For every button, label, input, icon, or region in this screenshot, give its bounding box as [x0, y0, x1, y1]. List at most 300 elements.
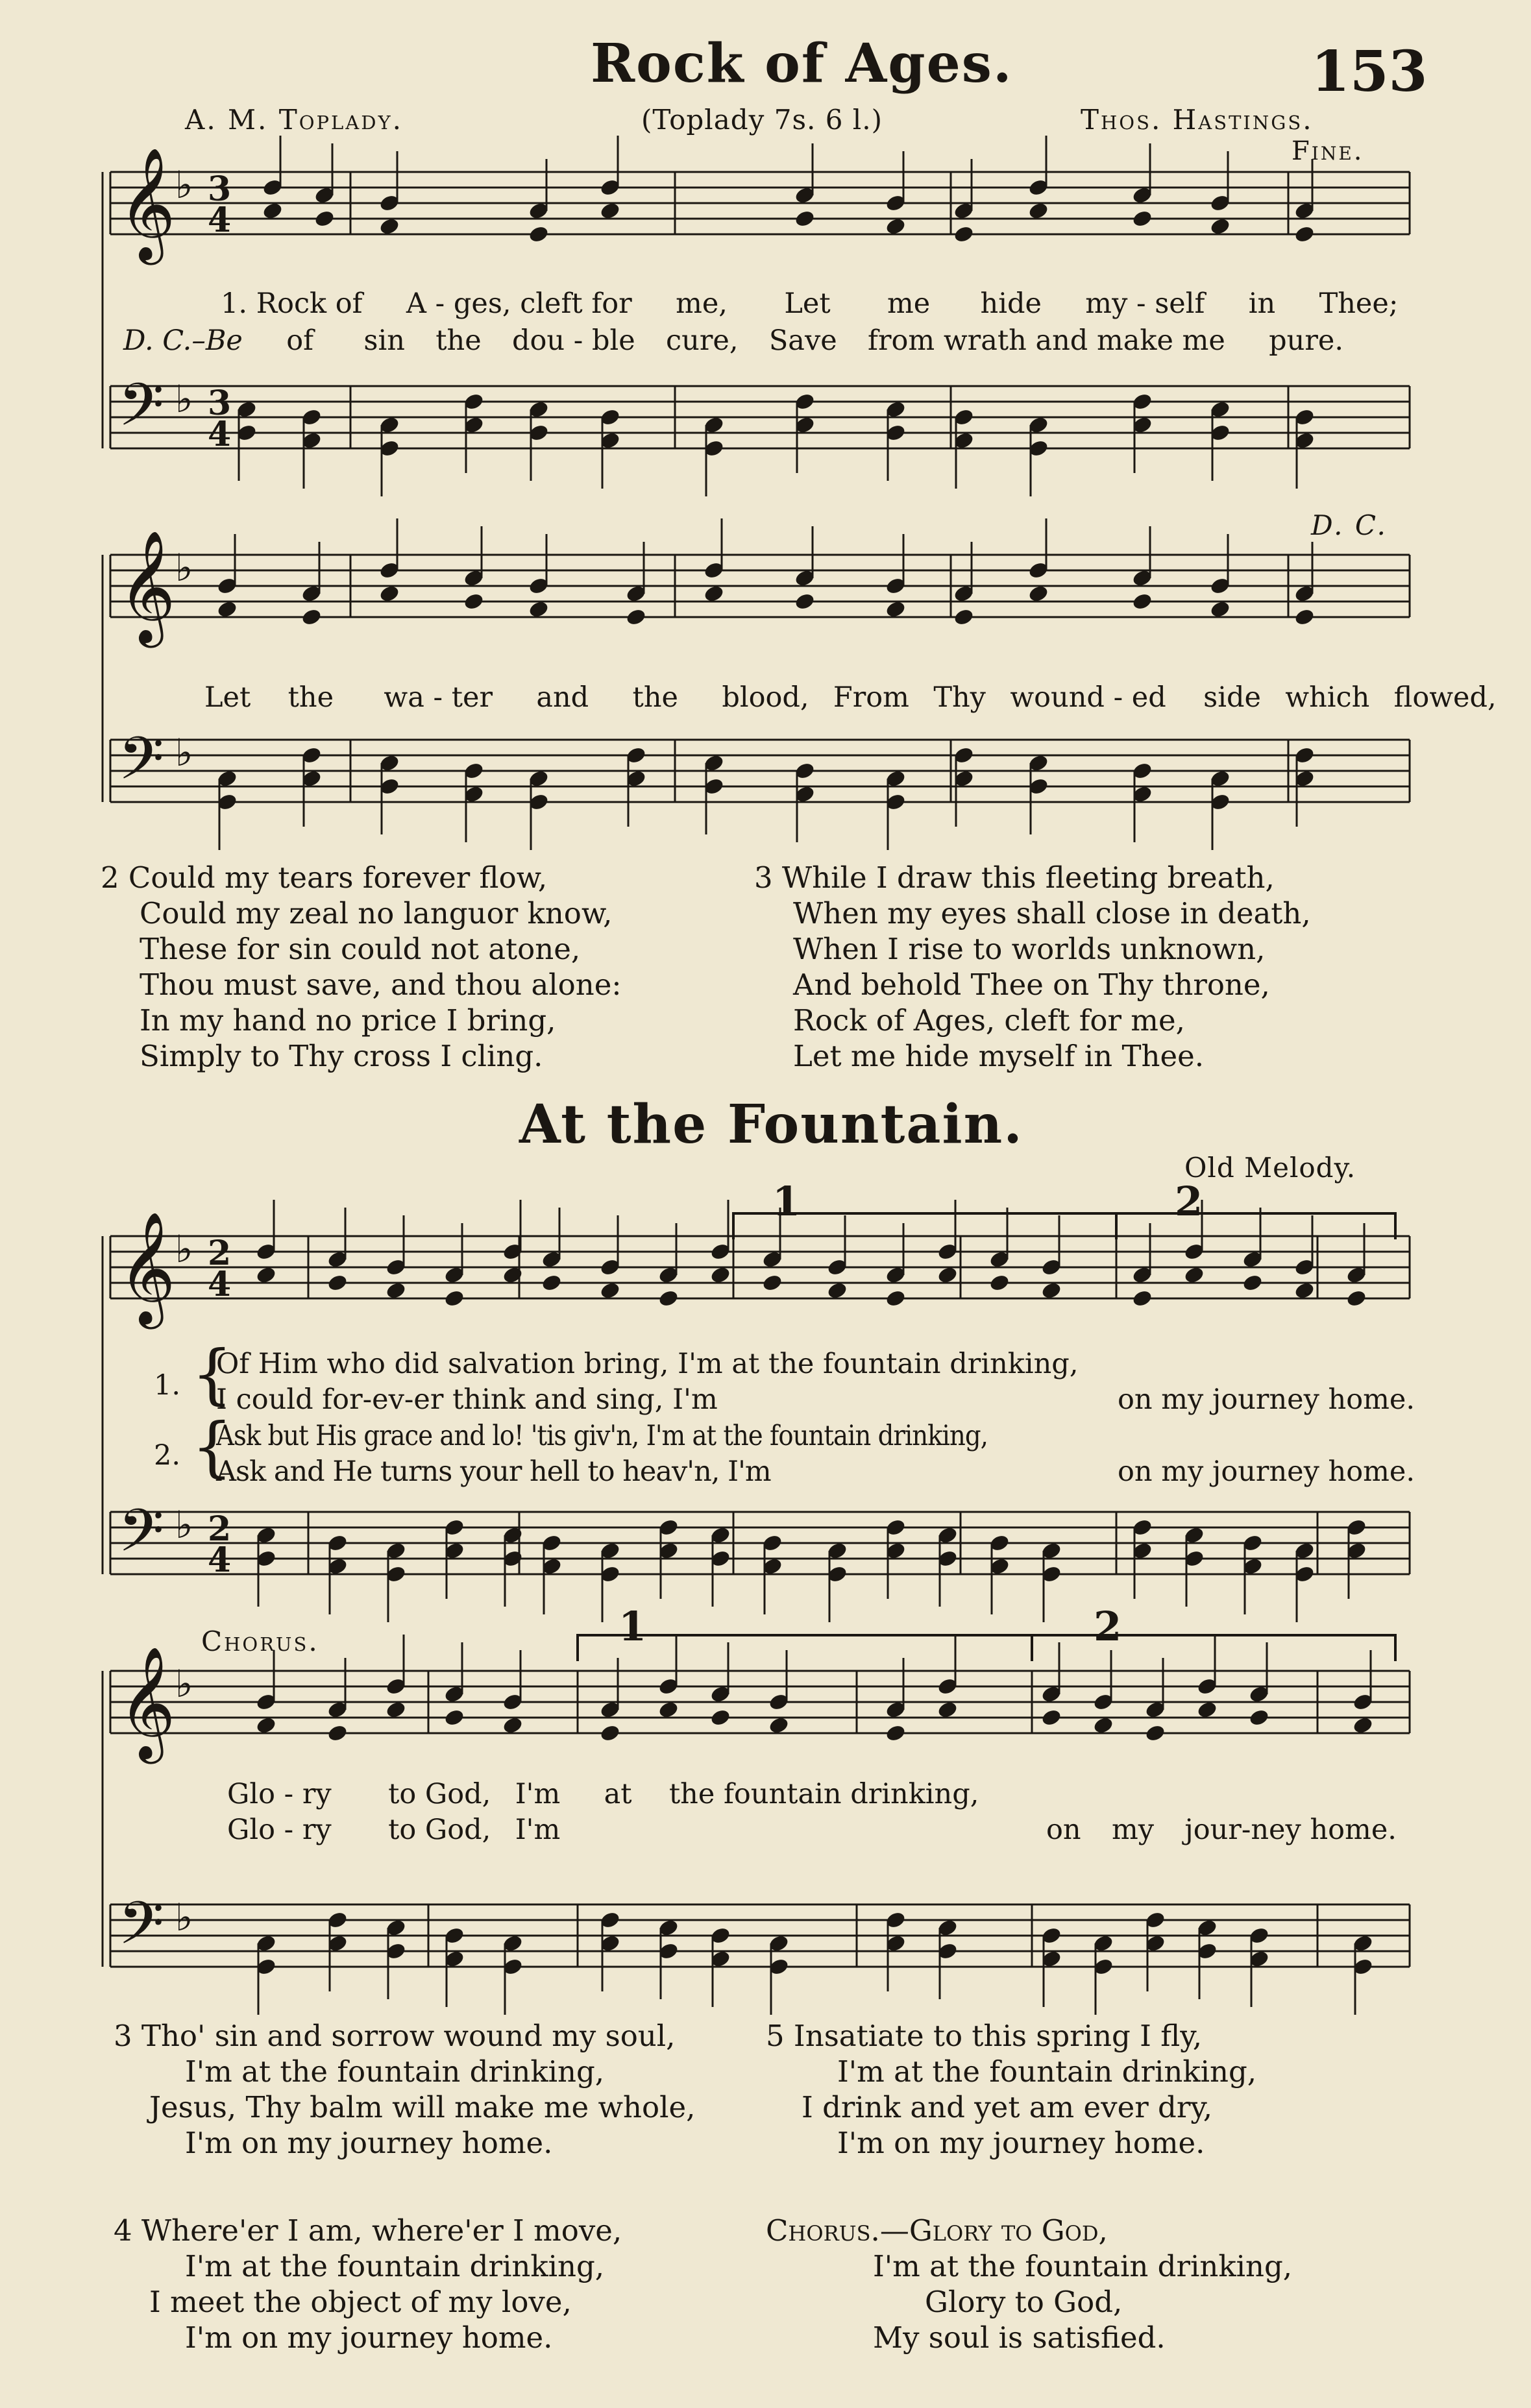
note-head [885, 1541, 907, 1561]
note-head [761, 1250, 783, 1269]
note-head [1144, 1934, 1166, 1953]
note-head [794, 761, 816, 781]
note-head [443, 1265, 465, 1285]
note-head [1293, 225, 1316, 244]
note-head [528, 576, 550, 596]
note-head [625, 607, 647, 627]
note-head [1196, 1677, 1218, 1696]
verse-line: I'm on my journey home. [185, 2126, 553, 2160]
note-head [953, 201, 975, 221]
volta-bracket [1032, 1635, 1395, 1661]
note-head [1209, 769, 1231, 788]
note-head [502, 1242, 524, 1261]
hymn1-meter: (Toplady 7s. 6 l.) [641, 104, 883, 136]
verse-line: Thou must save, and thou alone: [140, 967, 622, 1002]
lyric: me, [676, 287, 728, 320]
note-head [1183, 1549, 1205, 1568]
note-head [313, 186, 336, 205]
note-head [709, 1926, 731, 1945]
note-head [761, 1557, 783, 1576]
note-head [703, 439, 725, 458]
verse-line: These for sin could not atone, [140, 932, 581, 966]
note-head [378, 439, 400, 458]
note-head [826, 1258, 848, 1277]
note-head [599, 201, 621, 221]
note-head [502, 1265, 524, 1285]
note-head [1345, 1265, 1367, 1285]
note-head [937, 1941, 959, 1961]
lyric: which [1285, 681, 1370, 714]
verse-line: I'm on my journey home. [837, 2126, 1205, 2160]
note-head [313, 209, 336, 228]
note-head [1027, 201, 1049, 221]
flat-icon: ♭ [175, 1662, 193, 1706]
note-head [378, 753, 400, 773]
hymn1-author: A. M. Toplady. [185, 104, 403, 136]
note-head [255, 1716, 277, 1735]
note-head [885, 576, 907, 596]
note-head [709, 1242, 731, 1261]
note-head [599, 1281, 621, 1300]
lyric: Let [784, 287, 831, 320]
note-head [599, 1541, 621, 1561]
hymn2-verse4 [114, 2213, 622, 2355]
verse-line: I'm at the fountain drinking, [185, 2249, 605, 2283]
note-head [657, 1541, 680, 1561]
note-head [657, 1289, 680, 1308]
hymn1-line2 [204, 681, 1497, 714]
note-head [953, 607, 975, 627]
note-head [1131, 592, 1153, 611]
lyric: blood, [722, 681, 809, 714]
note-head [885, 217, 907, 236]
note-head [300, 431, 323, 450]
note-head [709, 1549, 731, 1568]
ending-1-label: 1 [772, 1178, 801, 1225]
verse-line: When my eyes shall close in death, [793, 896, 1311, 930]
note-head [1131, 392, 1153, 411]
verse-line: My soul is satisfied. [873, 2320, 1166, 2355]
note-head [1183, 1526, 1205, 1545]
note-head [1345, 1541, 1367, 1561]
chorus-line-b-end [1046, 1814, 1397, 1846]
note-head [794, 415, 816, 435]
lyric: Glo - ry [227, 1778, 332, 1810]
note-head [1144, 1910, 1166, 1930]
note-head [255, 1957, 277, 1976]
lyric: of [286, 324, 314, 357]
note-head [937, 1918, 959, 1938]
note-head [378, 561, 400, 580]
hymn2-verse5 [766, 2018, 1256, 2161]
note-head [1183, 1242, 1205, 1261]
hymn2-verse3 [114, 2018, 695, 2161]
note-head [300, 407, 323, 427]
note-head [216, 600, 238, 619]
note-head [1144, 1700, 1166, 1720]
note-head [378, 777, 400, 796]
note-head [528, 769, 550, 788]
note-head [794, 186, 816, 205]
lyric: dou - ble [512, 324, 635, 357]
note-head [1352, 1934, 1374, 1953]
note-head [1131, 1541, 1153, 1561]
lyric: D. C.–Be [123, 324, 243, 357]
note-head [768, 1692, 790, 1712]
note-head [1027, 415, 1049, 435]
note-head [326, 1700, 349, 1720]
page-number: 153 [1311, 39, 1428, 104]
note-head [703, 415, 725, 435]
note-head [709, 1526, 731, 1545]
note-head [385, 1258, 407, 1277]
note-head [988, 1533, 1010, 1553]
lyric: hide [980, 287, 1042, 320]
note-head [1040, 1564, 1062, 1584]
note-head [255, 1265, 277, 1285]
note-head [1345, 1289, 1367, 1308]
note-head [1209, 400, 1231, 419]
volta-bracket [1116, 1213, 1395, 1239]
verse-line: Let me hide myself in Thee. [793, 1039, 1205, 1073]
lyric: Glo - ry [227, 1814, 332, 1846]
note-head [709, 1265, 731, 1285]
note-head [1293, 584, 1316, 603]
note-head [599, 431, 621, 450]
verse-line: Chorus.—Glory to God, [766, 2213, 1108, 2248]
note-head [657, 1518, 680, 1537]
treble-clef-icon: 𝄞 [118, 147, 176, 260]
lyric: side [1203, 681, 1261, 714]
lyric: A - ges, cleft for [406, 287, 632, 320]
note-head [443, 1926, 465, 1945]
chorus-line-a [227, 1778, 979, 1810]
flat-icon: ♭ [175, 163, 193, 207]
hymn2-v1-b: I could for-ev-er think and sing, I'm [216, 1383, 718, 1416]
note-head [1027, 561, 1049, 580]
verse-line: 3 While I draw this fleeting breath, [754, 860, 1275, 895]
lyric: cure, [666, 324, 739, 357]
hymn2-brace-2: { [191, 1409, 233, 1485]
note-head [1242, 1273, 1264, 1293]
note-head [768, 1957, 790, 1976]
note-head [1196, 1941, 1218, 1961]
bass-clef-icon: 𝄢 [118, 1496, 164, 1579]
verse-line: 4 Where'er I am, where'er I move, [114, 2213, 622, 2248]
note-head [463, 415, 485, 435]
verse-line: When I rise to worlds unknown, [793, 932, 1266, 966]
note-head [1040, 1541, 1062, 1561]
note-head [1248, 1926, 1270, 1945]
verse-line: And behold Thee on Thy throne, [793, 967, 1270, 1002]
lyric: flowed, [1393, 681, 1497, 714]
note-head [703, 561, 725, 580]
note-head [1027, 178, 1049, 197]
note-head [326, 1533, 349, 1553]
flat-icon: ♭ [175, 546, 193, 590]
note-head [1293, 769, 1316, 788]
note-head [378, 193, 400, 213]
note-head [937, 1526, 959, 1545]
note-head [885, 1700, 907, 1720]
note-head [953, 407, 975, 427]
note-head [1092, 1716, 1114, 1735]
lyric: the [288, 681, 334, 714]
note-head [794, 592, 816, 611]
bass-clef-icon: 𝄢 [118, 724, 164, 807]
verse-line: Could my zeal no languor know, [140, 896, 613, 930]
note-head [1027, 439, 1049, 458]
note-head [528, 600, 550, 619]
note-head [599, 407, 621, 427]
note-head [794, 392, 816, 411]
verse-line: I'm at the fountain drinking, [873, 2249, 1293, 2283]
note-head [885, 400, 907, 419]
flat-icon: ♭ [175, 1895, 193, 1940]
note-head [599, 178, 621, 197]
note-head [216, 792, 238, 812]
note-head [262, 201, 284, 221]
note-head [528, 400, 550, 419]
note-head [1040, 1684, 1062, 1704]
note-head [937, 1242, 959, 1261]
note-head [528, 792, 550, 812]
note-head [768, 1716, 790, 1735]
lyric: Thee; [1319, 287, 1399, 320]
note-head [1092, 1957, 1114, 1976]
hymn2-chorus-text [766, 2213, 1292, 2355]
hymn-title-rock-of-ages: Rock of Ages. [591, 32, 1013, 95]
note-head [768, 1934, 790, 1953]
note-head [385, 1281, 407, 1300]
verse-line: Simply to Thy cross I cling. [140, 1039, 543, 1073]
note-head [502, 1549, 524, 1568]
note-head [1040, 1926, 1062, 1945]
lyric: me [887, 287, 931, 320]
note-head [1248, 1684, 1270, 1704]
hymn1-composer: Thos. Hastings. [1081, 104, 1314, 136]
note-head [255, 1526, 277, 1545]
note-head [657, 1265, 680, 1285]
lyric: I'm [515, 1778, 561, 1810]
lyric: From [833, 681, 909, 714]
note-head [1183, 1265, 1205, 1285]
note-head [1293, 407, 1316, 427]
treble-clef-icon: 𝄞 [118, 530, 176, 643]
note-head [794, 568, 816, 588]
note-head [443, 1518, 465, 1537]
note-head [326, 1557, 349, 1576]
note-head [1242, 1533, 1264, 1553]
note-head [1248, 1949, 1270, 1969]
time-signature-bottom: 4 [208, 415, 232, 454]
note-head [1040, 1258, 1062, 1277]
hymn1-verse3 [754, 860, 1311, 1074]
note-head [1131, 1289, 1153, 1308]
flat-icon: ♭ [175, 377, 193, 421]
note-head [709, 1684, 731, 1704]
lyric: from wrath and make me [868, 324, 1225, 357]
note-head [953, 746, 975, 765]
note-head [300, 607, 323, 627]
time-signature-top: 3 [208, 169, 232, 209]
note-head [300, 769, 323, 788]
note-head [1040, 1949, 1062, 1969]
note-head [709, 1949, 731, 1969]
note-head [385, 1677, 407, 1696]
lyric: in [1248, 287, 1276, 320]
note-head [378, 415, 400, 435]
note-head [885, 1265, 907, 1285]
note-head [255, 1692, 277, 1712]
note-head [1092, 1934, 1114, 1953]
note-head [1131, 1518, 1153, 1537]
note-head [885, 1518, 907, 1537]
note-head [953, 431, 975, 450]
note-head [1209, 193, 1231, 213]
verse-line: I'm on my journey home. [185, 2320, 553, 2355]
note-head [703, 584, 725, 603]
note-head [1293, 1258, 1316, 1277]
note-head [937, 1549, 959, 1568]
note-head [326, 1910, 349, 1930]
note-head [1144, 1723, 1166, 1743]
time-signature-top: 2 [208, 1234, 232, 1273]
note-head [326, 1273, 349, 1293]
note-head [599, 1910, 621, 1930]
note-head [1196, 1918, 1218, 1938]
note-head [657, 1941, 680, 1961]
note-head [463, 784, 485, 804]
note-head [1209, 600, 1231, 619]
note-head [541, 1273, 563, 1293]
note-head [794, 209, 816, 228]
lyric: the [435, 324, 482, 357]
note-head [541, 1250, 563, 1269]
note-head [937, 1265, 959, 1285]
hymn1-verse2 [101, 860, 622, 1074]
note-head [255, 1549, 277, 1568]
bass-clef-icon: 𝄢 [118, 371, 164, 454]
note-head [988, 1250, 1010, 1269]
note-head [1131, 1265, 1153, 1285]
note-head [1209, 792, 1231, 812]
note-head [300, 584, 323, 603]
note-head [326, 1723, 349, 1743]
note-head [443, 1541, 465, 1561]
note-head [1131, 415, 1153, 435]
note-head [255, 1242, 277, 1261]
lyric: and [536, 681, 589, 714]
note-head [1293, 431, 1316, 450]
note-head [1293, 1564, 1316, 1584]
note-head [826, 1564, 848, 1584]
note-head [385, 1564, 407, 1584]
note-head [937, 1700, 959, 1720]
note-head [826, 1541, 848, 1561]
note-head [885, 1723, 907, 1743]
note-head [502, 1692, 524, 1712]
time-signature-bottom: 4 [208, 1265, 232, 1304]
hymn2-v2-b: Ask and He turns your hell to heav'n, I'm [216, 1455, 771, 1488]
hymn2-v2-number: 2. [154, 1439, 181, 1472]
note-head [1040, 1281, 1062, 1300]
note-head [761, 1273, 783, 1293]
verse-line: 5 Insatiate to this spring I fly, [766, 2019, 1203, 2053]
note-head [953, 769, 975, 788]
note-head [385, 1700, 407, 1720]
chorus-label: Chorus. [201, 1625, 319, 1657]
verse-line: I meet the object of my love, [149, 2285, 572, 2319]
note-head [502, 1716, 524, 1735]
note-head [599, 1700, 621, 1720]
note-head [1131, 784, 1153, 804]
verse-line: Jesus, Thy balm will make me whole, [149, 2090, 696, 2124]
note-head [528, 201, 550, 221]
note-head [216, 769, 238, 788]
time-signature-top: 2 [208, 1509, 232, 1549]
note-head [502, 1957, 524, 1976]
flat-icon: ♭ [175, 731, 193, 775]
verse-line: 2 Could my tears forever flow, [101, 860, 548, 895]
note-head [541, 1557, 563, 1576]
note-head [443, 1289, 465, 1308]
note-head [385, 1918, 407, 1938]
note-head [262, 178, 284, 197]
note-head [625, 746, 647, 765]
verse-line: Rock of Ages, cleft for me, [793, 1003, 1185, 1038]
lyric: to God, [388, 1814, 491, 1846]
time-signature-bottom: 4 [208, 201, 232, 240]
note-head [599, 1934, 621, 1953]
note-head [385, 1941, 407, 1961]
chorus-ending-2-label: 2 [1094, 1603, 1122, 1650]
note-head [463, 568, 485, 588]
note-head [236, 400, 258, 419]
note-head [599, 1564, 621, 1584]
note-head [657, 1677, 680, 1696]
hymn2-brace-1: { [191, 1336, 233, 1412]
note-head [463, 761, 485, 781]
chorus-ending-1-label: 1 [619, 1603, 647, 1650]
note-head [1352, 1716, 1374, 1735]
dc-mark: D. C. [1311, 509, 1388, 541]
note-head [1040, 1708, 1062, 1727]
note-head [502, 1526, 524, 1545]
note-head [1196, 1700, 1218, 1720]
lyric: pure. [1269, 324, 1344, 357]
note-head [1131, 186, 1153, 205]
note-head [300, 746, 323, 765]
note-head [255, 1934, 277, 1953]
note-head [502, 1934, 524, 1953]
note-head [885, 769, 907, 788]
note-head [1027, 777, 1049, 796]
note-head [1209, 576, 1231, 596]
note-head [1293, 1541, 1316, 1561]
lyric: my - self [1085, 287, 1205, 320]
note-head [378, 584, 400, 603]
lyric: sin [363, 324, 405, 357]
note-head [885, 423, 907, 443]
note-head [1242, 1250, 1264, 1269]
note-head [1027, 753, 1049, 773]
lyric: Let [204, 681, 251, 714]
lyric: the [632, 681, 678, 714]
note-head [599, 1258, 621, 1277]
note-head [1248, 1708, 1270, 1727]
treble-clef-icon: 𝄞 [118, 1211, 176, 1324]
